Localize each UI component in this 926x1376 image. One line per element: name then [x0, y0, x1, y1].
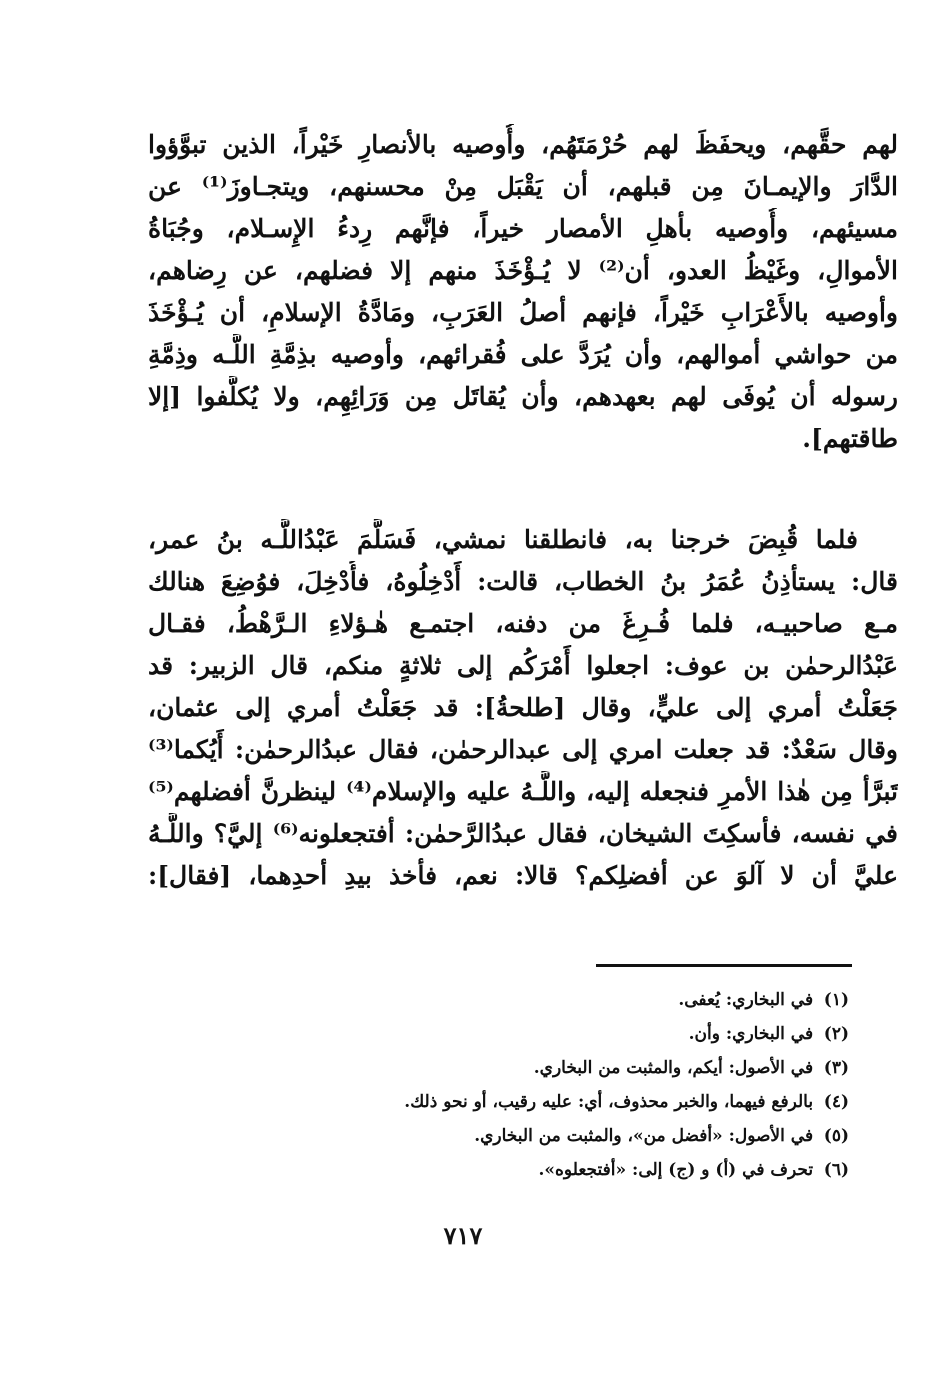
text-line: في نفسه، فأسكِتَ الشيخان، فقال عبدُالرَّحمٰن: أفتجعلونه⁽⁶⁾ إليَّ؟ واللَّـهُ — [148, 819, 898, 848]
paragraph-1 — [148, 124, 898, 460]
text-line: من حواشي أموالهم، وأن يُرَدَّ على فُقرائهم، وأوصيه بذِمَّةِ اللَّـه وذِمَّةِ — [148, 340, 898, 369]
footnote-number: (١) — [823, 990, 849, 1010]
text-line: فلما قُبِضَ خرجنا به، فانطلقنا نمشي، فَسَلَّمَ عَبْدُاللَّـه بنُ عمر، — [148, 525, 858, 554]
footnote — [289, 1119, 849, 1153]
footnote-text: في البخاري: يُعفى. — [678, 990, 814, 1010]
footnote-text: في الأصول: أيكم، والمثبت من البخاري. — [533, 1058, 814, 1078]
footnote-number: (٢) — [823, 1024, 849, 1044]
text-line: مـع صاحبيـه، فلما فُـرِغَ من دفنه، اجتمـع هٰـؤلاءِ الـرَّهْطُ، فقـال — [148, 609, 898, 638]
paragraph-2 — [148, 519, 898, 897]
text-line: رسوله أن يُوفَى لهم بعهدهم، وأن يُقاتَل مِن وَرَائِهِم، ولا يُكلَّفوا [إلا — [148, 382, 898, 411]
footnote — [289, 1051, 849, 1085]
text-line: مسيئهم، وأُوصيه بأهلِ الأمصار خيراً، فإنَّهم رِدءُ الإِسـلام، وجُبَاةُ — [148, 214, 898, 243]
text-line: تَبرَّأ مِن هٰذا الأمرِ فنجعله إليه، واللَّـهُ عليه والإسلام⁽⁴⁾ لينظرنَّ أفضلهم⁽⁵⁾ — [148, 777, 898, 806]
footnote — [289, 1017, 849, 1051]
text-line: جَعَلْتُ أمري إلى عليٍّ، وقال [طلحةُ]: قد جَعَلْتُ أمري إلى عثمان، — [148, 693, 898, 722]
footnote-number: (٤) — [823, 1092, 849, 1112]
text-line: وأوصيه بالأَعْرَابِ خَيْراً، فإنهم أصلُ العَرَبِ، ومَادَّةُ الإسلامِ، أن يُـؤْخَذَ — [148, 298, 898, 327]
page-number: ٧١٧ — [443, 1221, 483, 1250]
text-line: عَبْدُالرحمٰن بن عوف: اجعلوا أَمْرَكُم إلى ثلاثةٍ منكم، قال الزبير: قد — [148, 651, 898, 680]
footnote-text: تحرف في (أ) و (ج) إلى: «أفتجعلوه». — [538, 1160, 814, 1180]
footnote — [289, 983, 849, 1017]
footnote-text: بالرفع فيهما، والخبر محذوف، أي: عليه رقيب، أو نحو ذلك. — [404, 1092, 814, 1112]
footnote-text: في الأصول: «أفضل من»، والمثبت من البخاري. — [474, 1126, 814, 1146]
footnote-number: (٣) — [823, 1058, 849, 1078]
text-line: عليَّ أن لا آلوَ عن أفضلِكم؟ قالا: نعم، فأخذ بيدِ أحدِهما، [فقال]: — [148, 861, 898, 890]
footnote — [289, 1153, 849, 1187]
text-line: قال: يستأذِنُ عُمَرُ بنُ الخطاب، قالت: أَدْخِلُوهُ، فأُدْخِلَ، فوُضِعَ هنالك — [148, 567, 898, 596]
text-line: لهم حقَّهم، ويحفَظَ لهم حُرْمَتَهُم، وأُوصيه بالأنصارِ خَيْراً، الذين تبوَّؤوا — [148, 130, 898, 159]
text-line: الدَّارَ والإيمـانَ مِن قبلهم، أن يَقْبَل مِنْ محسنهم، ويتجـاوزَ⁽¹⁾ عن — [148, 172, 898, 201]
footnote — [289, 1085, 849, 1119]
footnote-number: (٦) — [823, 1160, 849, 1180]
footnotes — [289, 983, 849, 1187]
text-line: الأموالِ، وغَيْظُ العدو، أن⁽²⁾ لا يُـؤْخَذَ منهم إلا فضلهم، عن رِضاهم، — [148, 256, 898, 285]
text-line: وقال سَعْدٌ: قد جعلت امري إلى عبدالرحمٰن، فقال عبدُالرحمٰن: أَيُكما⁽³⁾ — [148, 735, 898, 764]
footnote-divider — [596, 964, 852, 967]
text-line: طاقتهم]. — [802, 424, 898, 453]
footnote-text: في البخاري: وأن. — [688, 1024, 814, 1044]
footnote-number: (٥) — [823, 1126, 849, 1146]
